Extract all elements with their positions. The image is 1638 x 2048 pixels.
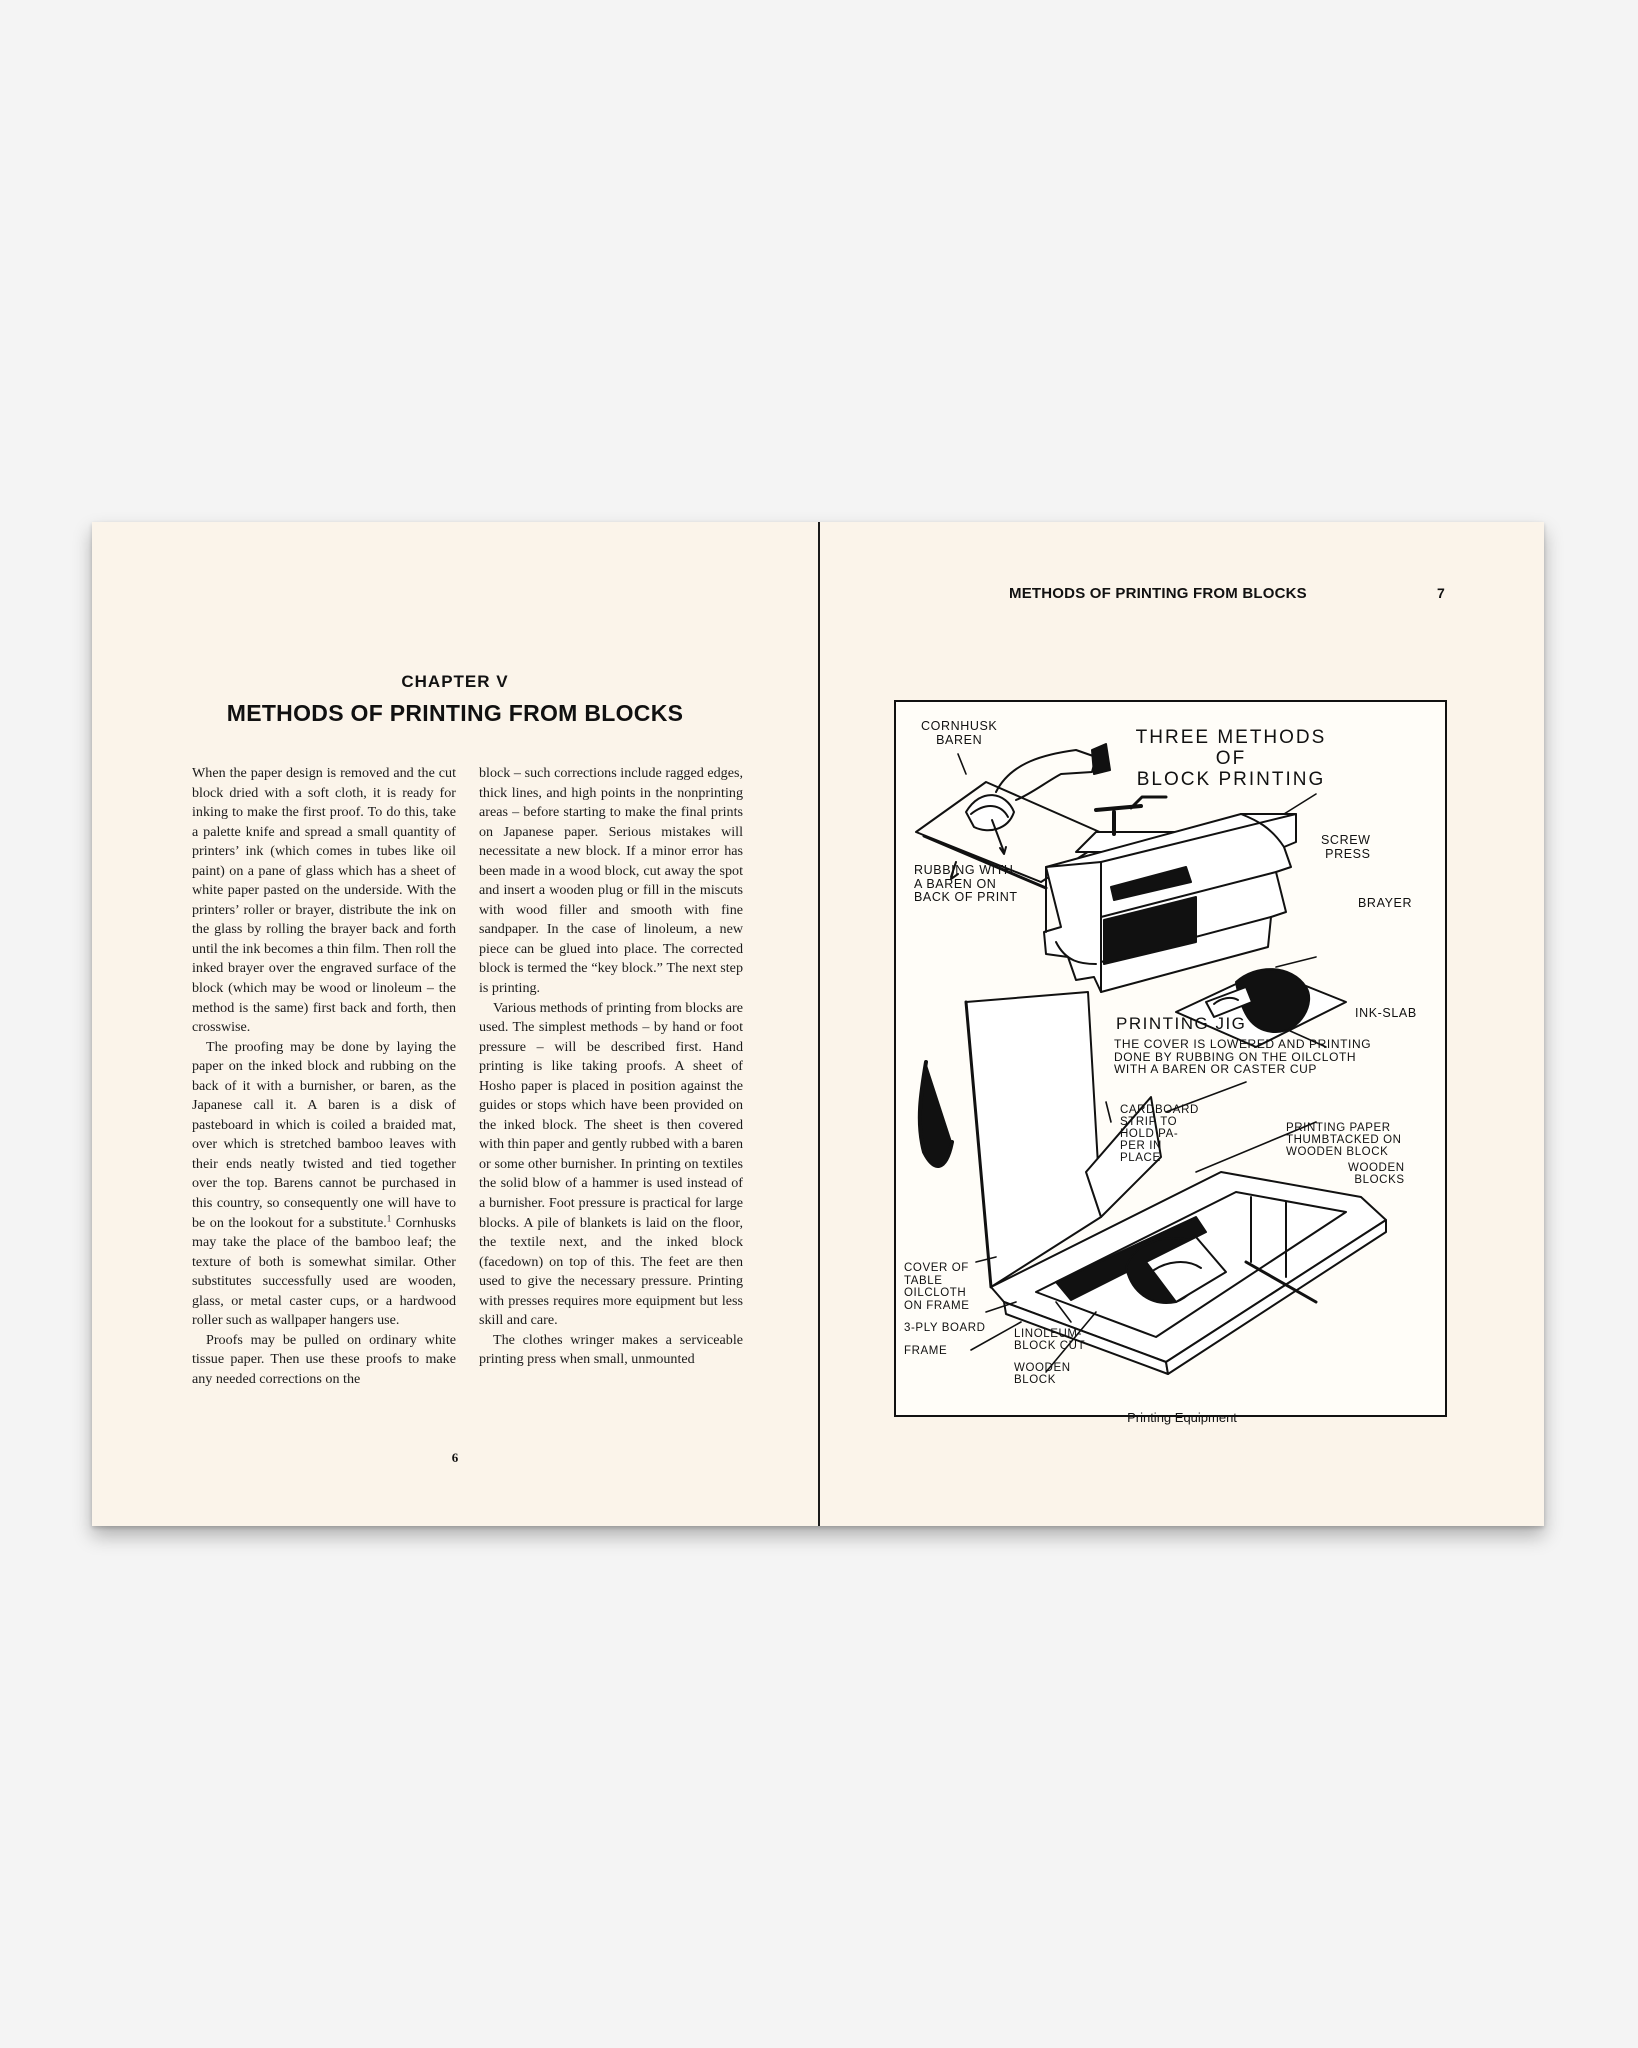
label-linoleum-block-cut: LINOLEUM- BLOCK CUT	[1014, 1328, 1086, 1352]
label-ink-slab: INK-SLAB	[1355, 1006, 1417, 1020]
label-frame: FRAME	[904, 1345, 948, 1357]
left-page	[92, 522, 818, 1526]
figure-title-line: THREE METHODS OF	[1135, 727, 1327, 769]
paragraph: Various methods of printing from blocks are used. The simplest methods – by hand or foot pressure – will be described first. Hand printing is like taking proofs. A sheet of Hosho paper is placed in position against the guides or stops which have been provided on the inked block. The sheet is then covered with thin paper and gently rubbed with a baren or some other burnisher. In printing on textiles the solid blow of a hammer is used instead of a burnisher. Foot pressure is practical for large blocks. A pile of blankets is laid on the floor, the textile next, and the inked block (facedown) on top of this. The feet are then used to give the necessary pressure. Printing with presses requires more equipment but less skill and care.	[479, 999, 743, 1329]
figure-caption: Printing Equipment	[1127, 1410, 1237, 1425]
label-wooden-blocks: WOODEN BLOCKS	[1348, 1162, 1405, 1186]
footnote-marker[interactable]: 1	[386, 1212, 392, 1223]
ink-slab-drawing	[1176, 969, 1346, 1047]
figure-title-line: BLOCK PRINTING	[1136, 769, 1326, 790]
label-jig-description: THE COVER IS LOWERED AND PRINTING DONE BY RUBBING ON THE OILCLOTH WITH A BAREN OR CASTER CUP	[1114, 1037, 1372, 1076]
label-cornhusk-baren: CORNHUSK BAREN	[921, 719, 998, 747]
page-number-left: 6	[451, 1450, 459, 1465]
text-column-2	[479, 764, 743, 1370]
label-printing-jig: PRINTING JIG	[1116, 1014, 1247, 1033]
paragraph: The clothes wringer makes a serviceable printing press when small, unmounted	[479, 1331, 743, 1368]
chapter-label: CHAPTER V	[401, 672, 509, 691]
label-3-ply-board: 3-PLY BOARD	[904, 1322, 986, 1334]
label-cardboard-strip: CARDBOARD STRIP TO HOLD PA- PER IN PLACE	[1120, 1104, 1199, 1164]
paragraph-text: Cornhusks may take the place of the bamboo leaf; the texture of both is somewhat similar. Other substitutes successfully used are wooden, glass, or metal caster cups, or a hardwood roller such as wallpaper hangers use.	[192, 1214, 456, 1329]
book-spread	[92, 522, 1544, 1526]
page-number-right: 7	[1437, 585, 1445, 601]
figure-title	[1121, 727, 1341, 790]
label-printing-paper: PRINTING PAPER THUMBTACKED ON WOODEN BLOCK	[1286, 1122, 1402, 1158]
label-wooden-block: WOODEN BLOCK	[1014, 1362, 1071, 1386]
chapter-title: METHODS OF PRINTING FROM BLOCKS	[226, 700, 684, 726]
paragraph	[192, 1038, 456, 1331]
label-screw-press: SCREW PRESS	[1321, 833, 1371, 861]
paragraph: When the paper design is removed and the cut block dried with a soft cloth, it is ready for inking to make the first proof. To do this, take a palette knife and spread a small quantity of printers’ ink (which comes in tubes like oil paint) on a pane of glass which has a sheet of white paper pasted on the underside. With the printers’ roller or brayer, distribute the ink on the glass by rolling the brayer back and forth until the ink becomes a thin film. Then roll the inked brayer over the engraved surface of the block (which may be wood or linoleum – the method is the same) first back and forth, then crosswise.	[192, 765, 456, 1036]
label-cover-of-table: COVER OF TABLE OILCLOTH ON FRAME	[904, 1262, 970, 1312]
printing-equipment-illustration	[894, 700, 1447, 1417]
label-brayer: BRAYER	[1358, 896, 1413, 910]
label-rubbing: RUBBING WITH A BAREN ON BACK OF PRINT	[914, 863, 1018, 904]
paragraph-text: The proofing may be done by laying the paper on the inked block and rubbing on the back of it with a burnisher, or baren, as the Japanese call it. A baren is a disk of pasteboard in which is coiled a braided mat, over which is stretched bamboo leaves with their ends neatly twisted and tied together over the top. Barens cannot be purchased in this country, so consequently one will have to be on the lookout for a substitute.	[192, 1038, 456, 1231]
text-column-1	[192, 764, 456, 1390]
running-head: METHODS OF PRINTING FROM BLOCKS	[1009, 585, 1307, 602]
paragraph: block – such corrections include ragged edges, thick lines, and high points in the nonprinting areas – before starting to make the final prints on Japanese paper. Serious mistakes will necessitate a new block. If a minor error has been made in a wood block, cut away the spot and insert a wooden plug or fill in the miscuts with wood filler and smooth with fine sandpaper. In the case of linoleum, a new piece can be glued into place. The corrected block is termed the “key block.” The next step is printing.	[479, 765, 743, 997]
paragraph: Proofs may be pulled on ordinary white tissue paper. Then use these proofs to make any needed corrections on the	[192, 1331, 456, 1387]
right-page	[820, 522, 1544, 1526]
